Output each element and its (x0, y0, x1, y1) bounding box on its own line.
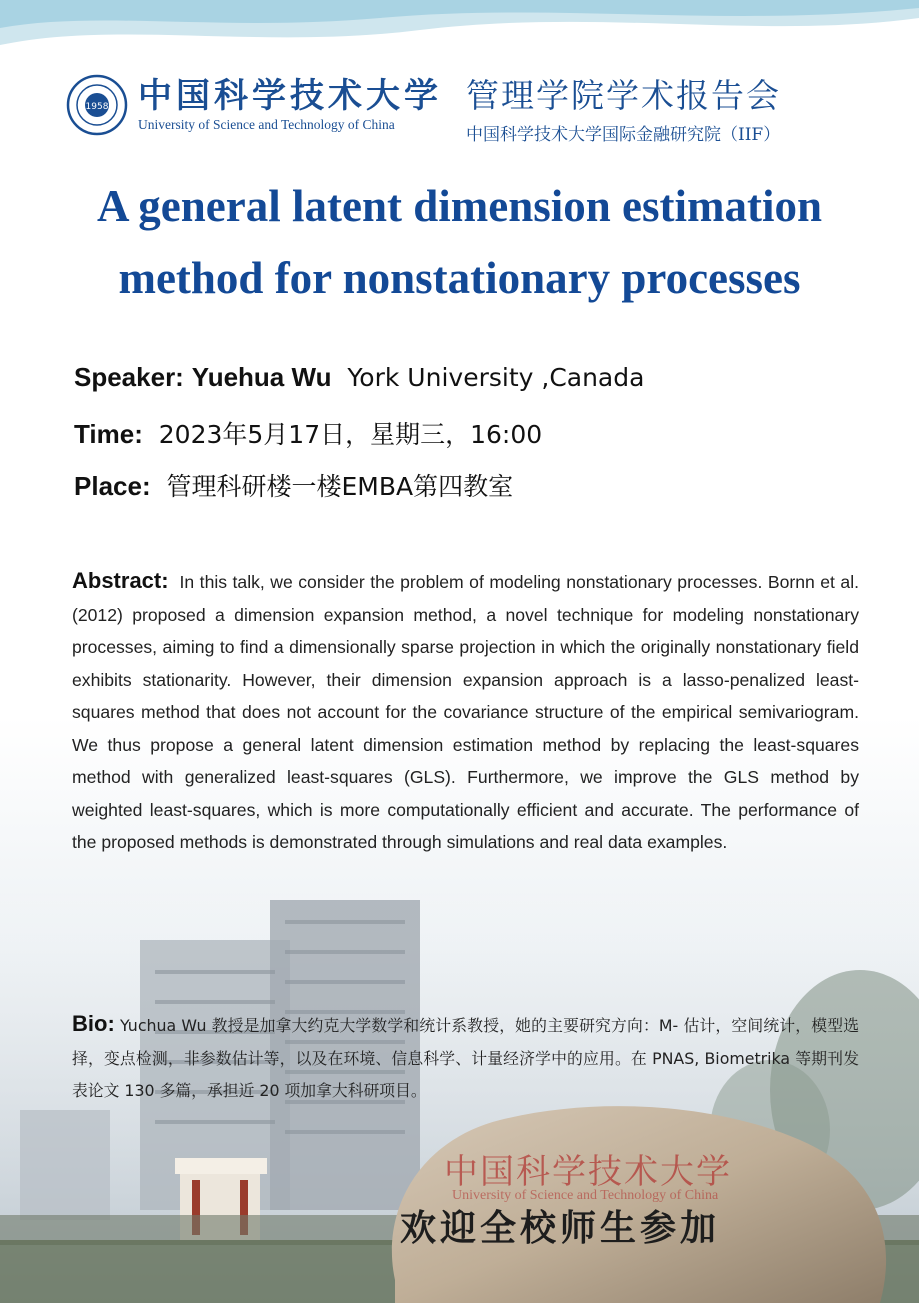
speaker-affiliation: York University ,Canada (347, 363, 645, 392)
svg-text:1958: 1958 (85, 102, 109, 112)
university-name-en: University of Science and Technology of China (138, 117, 395, 132)
bio-text: Yuchua Wu 教授是加拿大约克大学数学和统计系教授，她的主要研究方向：M- 估计，空间统计，模型选择，变点检测，非参数估计等，以及在环境、信息科学、计量经济学中的应用。在 PNAS, Biometrika 等期刊发表论文 130 多篇，承担近 20 项加拿大科研项目。 (72, 1016, 859, 1100)
time-line (74, 415, 542, 451)
ustc-emblem-icon (66, 74, 128, 136)
bio-section (72, 1008, 859, 1108)
abstract-label: Abstract: (72, 568, 169, 593)
place-value: 管理科研楼一楼EMBA第四教室 (166, 472, 514, 501)
bio-label: Bio: (72, 1011, 115, 1036)
place-label: Place: (74, 471, 151, 501)
talk-title-line-1: A general latent dimension estimation (97, 181, 822, 231)
series-subtitle: 中国科学技术大学国际金融研究院（IIF） (466, 125, 781, 145)
speaker-label: Speaker: (74, 362, 184, 392)
speaker-name: Yuehua Wu (191, 362, 332, 392)
series-title: 管理学院学术报告会 (466, 76, 781, 115)
stone-inscription-cn: 中国科学技术大学 (444, 1152, 732, 1192)
university-name-cn: 中国科学技术大学 (138, 76, 442, 116)
place-line (74, 467, 513, 503)
abstract-text: In this talk, we consider the problem of modeling nonstationary processes. Bornn et al. (2012) proposed a dimension expansion method, a novel technique for modeling nonstationary processes, aiming to find a dimensionally sparse projection in which the originally nonstationary field exhibits stationarity. However, their dimension expansion approach is a lasso-penalized least-squares method that does not account for the covariance structure of the empirical semivariogram. We thus propose a general latent dimension estimation method by replacing the least-squares method with generalized least-squares (GLS). Furthermore, we improve the GLS method by weighted least-squares, which is more computationally efficient and accurate. The performance of the proposed methods is demonstrated through simulations and real data examples. (72, 572, 859, 852)
welcome-message: 欢迎全校师生参加 (400, 1207, 721, 1249)
speaker-line (74, 362, 644, 393)
abstract-section (72, 565, 859, 859)
stone-inscription-en: University of Science and Technology of China (452, 1188, 719, 1203)
time-value: 2023年5月17日，星期三，16:00 (158, 420, 543, 449)
time-label: Time: (74, 419, 143, 449)
talk-title-line-2: method for nonstationary processes (118, 253, 801, 303)
top-wave-decoration (0, 0, 919, 60)
